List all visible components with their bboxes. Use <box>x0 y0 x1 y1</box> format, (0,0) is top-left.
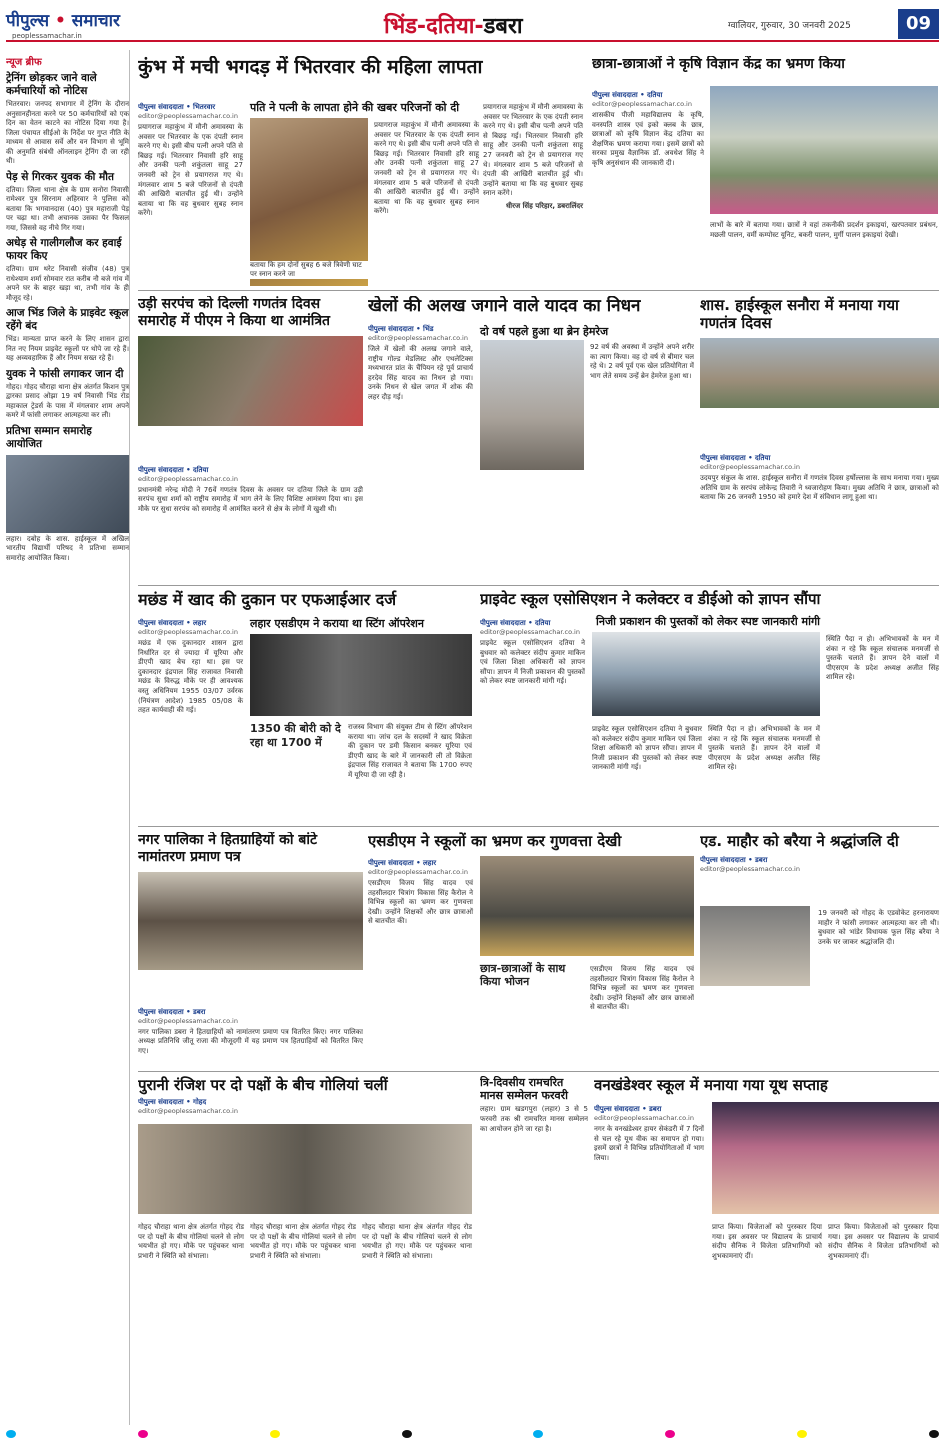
byline: पीपुल्स संवाददाता • दतिया <box>700 454 771 462</box>
brief-headline: युवक ने फांसी लगाकर जान दी <box>6 367 124 380</box>
story-body-col3: प्राप्त किया। विजेताओं को पुरस्कार दिया गया। इस अवसर पर विद्यालय के प्राचार्य संदीप सैनिक ने विजेता प्रतिभागियों को शुभकामनाएं दीं। <box>828 1223 939 1260</box>
story-headline: उड़ी सरपंच को दिल्ली गणतंत्र दिवस समारोह में पीएम ने किया था आमंत्रित <box>138 296 331 329</box>
divider <box>138 290 939 291</box>
email: editor@peoplessamachar.co.in <box>138 1016 238 1025</box>
story-body: 19 जनवरी को गोहद के एडवोकेट हरनारायण माहौर ने फांसी लगाकर आत्महत्या कर ली थी। बुधवार को भांडेर विधायक फूल सिंह बरैया ने उनके घर जाकर श्रद्धांजलि दी। <box>818 909 939 946</box>
email: editor@peoplessamachar.co.in <box>594 1114 694 1122</box>
story-body-col3: एसडीएम विजय सिंह यादव एवं तहसीलदार चित्रांग विकास सिंह कैरोल ने विभिन्न स्कूलों का भ्रमण कर गुणवत्ता देखी। उन्होंने शिक्षकों और छात्र छात्राओं से बातचीत की। <box>590 965 694 1012</box>
page-number: 09 <box>898 9 939 39</box>
story-body: जिले में खेलों की अलख जगाने वाले, राष्ट्रीय गोल्ड मेडलिस्ट और एथलेटिक्स मध्यभारत प्रांत के चैंपियन रहे पूर्व प्राचार्य हरदेव सिंह यादव का निधन हो गया। उनके निधन से खेल जगत में शोक की लहर दौड़ गई। <box>368 345 473 401</box>
email: editor@peoplessamachar.co.in <box>592 100 692 108</box>
story-body-col2: प्रयागराज महाकुंभ में मौनी अमावस्या के अवसर पर भितरवार के एक दंपती स्नान करने गए थे। इसी बीच पत्नी अपने पति से बिछड़ गई। भितरवार निवासी हरि साहू और उनकी पत्नी शकुंतला साहू 27 जनवरी को ट्रेन से प्रयागराज गए थे। मंगलवार शाम 5 बजे परिजनों से दंपती की आखिरी बातचीत हुई थी। उन्होंने बताया था कि वह बुधवार सुबह स्नान करेंगे। <box>374 121 479 216</box>
cyan-dot <box>6 1430 16 1438</box>
email: editor@peoplessamachar.co.in <box>138 628 238 636</box>
story-youth-week <box>594 1076 939 1426</box>
story-headline: नगर पालिका ने हितग्राहियों को बांटे नामांतरण प्रमाण पत्र <box>138 832 318 865</box>
delegation-photo <box>592 632 820 716</box>
incident-photo <box>138 1124 472 1214</box>
yellow-dot <box>270 1430 280 1438</box>
story-headline: कुंभ में मची भगदड़ में भितरवार की महिला लापता <box>138 56 483 78</box>
story-kumbh-missing-woman <box>138 56 584 286</box>
story-ramcharit-manas <box>480 1076 588 1426</box>
brief-item <box>6 237 129 303</box>
masthead <box>6 6 939 42</box>
story-body: मछंड में एक दुकानदार शासन द्वारा निर्धारित दर से ज्यादा में यूरिया और डीएपी खाद बेच रहा था। इस पर दुकानदार इंद्रपाल सिंह राजावत निवासी मछंड के विरुद्ध मौके पर ही आवश्यक वस्तु अधिनियम 1955 03/07 उर्वरक (नियंत्रण आदेश) 1985 05/08 के तहत कार्यवाही की गई। <box>138 639 243 715</box>
black-dot <box>402 1430 412 1438</box>
story-body-col2: गोहद चौराहा थाना क्षेत्र अंतर्गत गोहद रोड पर दो पक्षों के बीच गोलियां चलने से लोग भयभीत हो गए। मौके पर पहुंचकर थाना प्रभारी ने स्थिति को संभाला। <box>250 1223 356 1260</box>
story-gunfire-dispute <box>138 1076 472 1426</box>
story-body-col2: प्राप्त किया। विजेताओं को पुरस्कार दिया गया। इस अवसर पर विद्यालय के प्राचार्य संदीप सैनिक ने विजेता प्रतिभागियों को शुभकामनाएं दीं। <box>712 1223 822 1260</box>
story-subhead: लहार एसडीएम ने कराया था स्टिंग ऑपरेशन <box>250 617 424 630</box>
story-body-col3: स्थिति पैदा न हो। अभिभावकों के मन में शंका न रहे कि स्कूल संचालक मनमर्जी से पुस्तकें चलाते हैं। ज्ञापन देने वालों में पीएसएम के प्रदेश अध्यक्ष अजीत सिंह शामिल रहे। <box>708 725 820 772</box>
yellow-dot <box>797 1430 807 1438</box>
story-body-col2: लाभों के बारे में बताया गया। छात्रों ने वहां तकनीकी प्रदर्शन इकाइयां, खरपतवार प्रबंधन, मछली पालन, वर्मी कम्पोस्ट यूनिट, बकरी पालन, मुर्गी पालन इकाइयां देखी। <box>710 221 938 239</box>
certificate-distribution-photo <box>138 872 363 970</box>
story-yadav-obituary <box>368 296 694 581</box>
story-body: उदयपुर संकुल के शास. हाईस्कूल सनौरा में गणतंत्र दिवस हर्षोल्लास के साथ मनाया गया। मुख्य अतिथि ग्राम के सरपंच लोकेन्द्र तिवारी ने ध्वजारोहण किया। मुख्य अतिथि ने छात्र, छात्राओं को बताया कि 26 जनवरी 1950 को हमारे देश में संविधान लागू हुआ था। <box>700 474 939 502</box>
email: editor@peoplessamachar.co.in <box>700 865 800 873</box>
magenta-dot <box>138 1430 148 1438</box>
email: editor@peoplessamachar.co.in <box>138 112 238 120</box>
brief-body: भिंड। मान्यता प्राप्त करने के लिए शासन द्वारा नित नए नियम प्राइवेट स्कूलों पर थोपे जा रहे हैं। यह अव्यवहारिक हैं और नियम सख्त रहे हैं। <box>6 335 129 362</box>
magenta-dot <box>665 1430 675 1438</box>
callout-quote: 1350 की बोरी को दे रहा था 1700 में <box>250 722 341 749</box>
brief-headline: पेड़ से गिरकर युवक की मौत <box>6 170 114 183</box>
story-headline: एसडीएम ने स्कूलों का भ्रमण कर गुणवत्ता देखी <box>368 832 622 850</box>
story-headline: छात्रा-छात्राओं ने कृषि विज्ञान केंद्र का भ्रमण किया <box>592 56 845 72</box>
email: editor@peoplessamachar.co.in <box>138 1107 238 1115</box>
story-body: प्रधानमंत्री नरेन्द्र मोदी ने 76वें गणतंत्र दिवस के अवसर पर दतिया जिले के ग्राम उड़ी सरपंच सुधा शर्मा को राष्ट्रीय समारोह में भाग लेने के लिए विशिष्ट आमंत्रण दिया था। इस मौके पर सुधा सरपंच को समारोह में आमंत्रित करने से क्षेत्र के लोगों में खुशी थी। <box>138 485 363 513</box>
story-fertilizer-fir <box>138 590 472 822</box>
story-body-col3: प्रयागराज महाकुंभ में मौनी अमावस्या के अवसर पर भितरवार के एक दंपती स्नान करने गए थे। इसी बीच पत्नी अपने पति से बिछड़ गई। भितरवार निवासी हरि साहू और उनकी पत्नी शकुंतला साहू 27 जनवरी को ट्रेन से प्रयागराज गए थे। मंगलवार शाम 5 बजे परिजनों से दंपती की आखिरी बातचीत हुई थी। उन्होंने बताया था कि वह बुधवार सुबह स्नान करेंगे। <box>483 103 583 198</box>
byline: पीपुल्स संवाददाता • भितरवार <box>138 103 216 111</box>
story-private-school-memo <box>480 590 939 822</box>
email: editor@peoplessamachar.co.in <box>138 474 238 483</box>
story-body: नगर के वनखंडेश्वर हायर सेकंडरी में 7 दिनों से चल रहे यूथ वीक का समापन हो गया। इसमें छात्रों ने विभिन्न प्रतियोगिताओं में भाग लिया। <box>594 1125 704 1162</box>
brief-headline: आज भिंड जिले के प्राइवेट स्कूल रहेंगे बंद <box>6 307 129 332</box>
divider <box>138 826 939 827</box>
story-body: शासकीय पीजी महाविद्यालय के कृषि, वनस्पति शास्त्र एवं इको क्लब के छात्र, छात्राओं को कृषि विज्ञान केंद्र दतिया का शैक्षणिक भ्रमण कराया गया। इसमें छात्रों को सरका प्रमुख वैज्ञानिक डॉ. अवधेश सिंह ने कृषि अनुसंधान की जानकारी दी। <box>592 111 704 167</box>
event-photo <box>6 455 129 533</box>
story-body-col2: राजस्व विभाग की संयुक्त टीम से स्टिंग ऑपरेशन कराया था। जांच दल के सदस्यों ने खाद विक्रेता की दुकान पर डमी किसान बनकर यूरिया एवं डीएपी खाद के बारे में जानकारी ली तो विक्रेता इंद्रपाल सिंह राजावत ने बताया कि 1700 रुपए में यूरिया दी जा रही है। <box>348 723 472 779</box>
brief-headline: प्रतिभा सम्मान समारोह आयोजित <box>6 424 92 450</box>
shop-raid-photo <box>250 634 472 716</box>
divider <box>138 585 939 586</box>
award-photo <box>138 336 363 426</box>
story-headline: पुरानी रंजिश पर दो पक्षों के बीच गोलियां चलीं <box>138 1076 388 1094</box>
byline: पीपुल्स संवाददाता • गोहद <box>138 1098 207 1106</box>
newspaper-logo: पीपुल्स • समाचार <box>6 11 120 31</box>
byline: पीपुल्स संवाददाता • डबरा <box>138 1007 206 1016</box>
story-headline: मछंड में खाद की दुकान पर एफआईआर दर्ज <box>138 590 397 609</box>
brief-body: लहार। दबोह के शास. हाईस्कूल में अखिल भारतीय विद्यार्थी परिषद ने प्रतिभा सम्मान समारोह आयोजित किया। <box>6 534 129 562</box>
email: editor@peoplessamachar.co.in <box>700 463 800 471</box>
story-subhead: पति ने पत्नी के लापता होने की खबर परिजनों को दी <box>250 101 460 114</box>
brief-item <box>6 425 129 564</box>
story-headline: एड. माहौर को बरैया ने श्रद्धांजलि दी <box>700 832 899 850</box>
byline: पीपुल्स संवाददाता • दतिया <box>592 91 663 99</box>
story-sdm-school-inspection <box>368 832 694 1067</box>
byline: पीपुल्स संवाददाता • दतिया <box>138 465 209 474</box>
story-subhead: दो वर्ष पहले हुआ था ब्रेन हेमरेज <box>480 325 609 338</box>
story-body: नगर पालिका डबरा ने हितग्राहियों को नामांतरण प्रमाण पत्र वितरित किए। नगर पालिका अध्यक्ष प्रतिनिधि जीतू राजा की मौजूदगी में यह प्रमाण पत्र हितग्राहियों को वितरित किए गए। <box>138 1027 363 1055</box>
brief-body: गोहद। गोहद चौराहा थाना क्षेत्र अंतर्गत किशन पुत्र द्वारका प्रसाद ओझा 19 वर्ष निवासी भिंड रोड महाकाल ट्रेडर्स के पास में मंगलवार शाम अपने कमरे में फांसी लगाकर आत्महत्या कर ली। <box>6 382 129 419</box>
black-dot <box>929 1430 939 1438</box>
news-brief-column <box>6 50 130 1425</box>
email: editor@peoplessamachar.co.in <box>368 334 468 342</box>
classroom-photo <box>480 856 694 956</box>
byline: पीपुल्स संवाददाता • डबरा <box>594 1105 662 1113</box>
brief-body: दतिया। जिला थाना क्षेत्र के ग्राम सनोरा निवासी रामेश्वर पुत्र सिरनाम अहिरवार ने पुलिस को बताया कि भगवानदास (40) पुत्र महाराजी पेड़ पर चढ़ा था। तभी अचानक उसका पैर फिसल गया, जिससे वह नीचे गिर गया। <box>6 185 129 232</box>
byline: पीपुल्स संवाददाता • डबरा <box>700 856 768 864</box>
story-mutation-certificates <box>138 832 363 1067</box>
cyan-dot <box>533 1430 543 1438</box>
brief-headline: ट्रेनिंग छोड़कर जाने वाले कर्मचारियों को नोटिस <box>6 72 97 97</box>
brief-item <box>6 368 129 421</box>
story-body: गोहद चौराहा थाना क्षेत्र अंतर्गत गोहद रोड पर दो पक्षों के बीच गोलियां चलने से लोग भयभीत हो गए। मौके पर पहुंचकर थाना प्रभारी ने स्थिति को संभाला। <box>138 1223 244 1260</box>
email: editor@peoplessamachar.co.in <box>368 868 468 876</box>
brief-item <box>6 72 129 167</box>
brief-headline: अधेड़ से गालीगलौज कर हवाई फायर किए <box>6 237 122 262</box>
divider <box>138 1071 939 1072</box>
portrait-photo <box>480 340 584 470</box>
story-krishi-vigyan-visit <box>592 56 939 286</box>
brief-body: दतिया। ग्राम थरेट निवासी संजीव (48) पुत्र राधेश्याम शर्मा सोमवार रात करीब नौ बजे गांव में अपने घर के बाहर खड़ा था, तभी गांव के ही मौजूद रहे। <box>6 265 129 302</box>
students-group-photo <box>710 86 938 214</box>
print-color-registration <box>6 1430 939 1438</box>
brief-body: भितरवार। जनपद सभागार में ट्रेनिंग के दौरान अनुसानहीनता करने पर 50 कर्मचारियों को एक दिन का वेतन काटने का नोटिस दिया गया है। जिला पंचायत सीईओ के निर्देश पर गुप्त नीति के माध्यम से आवास सर्वे और वन विभाग से भूमि की अनुमति संबंधी ऑनलाइन ट्रेनिंग दी जा रही थी। <box>6 100 129 165</box>
story-body: प्राइवेट स्कूल एसोसिएशन दतिया ने बुधवार को कलेक्टर संदीप कुमार माकिन एवं जिला शिक्षा अधिकारी को ज्ञापन सौंपा। ज्ञापन में निजी प्रकाशन की पुस्तकों को लेकर स्पष्ट जानकारी मांगी गई। <box>480 639 585 686</box>
byline: पीपुल्स संवाददाता • लहार <box>138 619 207 627</box>
story-body-col3: गोहद चौराहा थाना क्षेत्र अंतर्गत गोहद रोड पर दो पक्षों के बीच गोलियां चलने से लोग भयभीत हो गए। मौके पर पहुंचकर थाना प्रभारी ने स्थिति को संभाला। <box>362 1223 472 1260</box>
photo-caption: बताया कि हम दोनों सुबह 6 बजे त्रिवेणी घाट पर स्नान करने जा <box>250 261 368 279</box>
story-body: एसडीएम विजय सिंह यादव एवं तहसीलदार चित्रांग विकास सिंह कैरोल ने विभिन्न स्कूलों का भ्रमण कर गुणवत्ता देखी। उन्होंने शिक्षकों और छात्र छात्राओं से बातचीत की। <box>368 879 473 926</box>
story-body-col4: स्थिति पैदा न हो। अभिभावकों के मन में शंका न रहे कि स्कूल संचालक मनमर्जी से पुस्तकें चलाते हैं। ज्ञापन देने वालों में पीएसएम के प्रदेश अध्यक्ष अजीत सिंह शामिल रहे। <box>826 635 939 682</box>
story-body-col2: प्राइवेट स्कूल एसोसिएशन दतिया ने बुधवार को कलेक्टर संदीप कुमार माकिन एवं जिला शिक्षा अधिकारी को ज्ञापन सौंपा। ज्ञापन में निजी प्रकाशन की पुस्तकों को लेकर स्पष्ट जानकारी मांगी गई। <box>592 725 702 772</box>
story-headline: प्राइवेट स्कूल एसोसिएशन ने कलेक्टर व डीईओ को ज्ञापन सौंपा <box>480 590 821 608</box>
edition-title: भिंड-दतिया-डबरा <box>384 14 523 39</box>
story-sanora-republic-day <box>700 296 939 581</box>
brief-item <box>6 307 129 364</box>
brief-item <box>6 171 129 234</box>
youth-week-photo <box>712 1102 939 1214</box>
tribute-photo <box>700 906 810 986</box>
site-url: peoplessamachar.in <box>12 32 82 40</box>
section-title: न्यूज ब्रीफ <box>6 57 42 68</box>
dateline: ग्वालियर, गुरुवार, 30 जनवरी 2025 <box>728 21 851 31</box>
story-subhead: निजी प्रकाशन की पुस्तकों को लेकर स्पष्ट जानकारी मांगी <box>596 615 821 628</box>
story-headline: वनखंडेश्वर स्कूल में मनाया गया यूथ सप्ताह <box>594 1076 828 1094</box>
school-photo <box>700 338 939 408</box>
story-body: लहार। ग्राम खडगपुरा (लहार) 3 से 5 फरवरी तक श्री रामचरित मानस सम्मेलन का आयोजन होने जा रहा है। <box>480 1105 588 1133</box>
byline: पीपुल्स संवाददाता • लहार <box>368 859 437 867</box>
story-subhead: छात्र-छात्राओं के साथ किया भोजन <box>480 962 566 988</box>
story-headline: खेलों की अलख जगाने वाले यादव का निधन <box>368 296 641 316</box>
story-headline: त्रि-दिवसीय रामचरित मानस सम्मेलन फरवरी <box>480 1076 568 1103</box>
email: editor@peoplessamachar.co.in <box>480 628 580 636</box>
byline: पीपुल्स संवाददाता • दतिया <box>480 619 551 627</box>
story-body-col3: 92 वर्ष की अवस्था में उन्होंने अपने शरीर का त्याग किया। वह दो वर्ष से बीमार चल रहे थे। 2 वर्ष पूर्व एक खेल प्रतियोगिता में भाग लेते समय उन्हें ब्रेन हेमरेज हुआ था। <box>590 343 694 380</box>
story-body: प्रयागराज महाकुंभ में मौनी अमावस्या के अवसर पर भितरवार के एक दंपती स्नान करने गए थे। इसी बीच पत्नी अपने पति से बिछड़ गई। भितरवार निवासी हरि साहू और उनकी पत्नी शकुंतला साहू 27 जनवरी को ट्रेन से प्रयागराज गए थे। मंगलवार शाम 5 बजे परिजनों से दंपती की आखिरी बातचीत हुई थी। उन्होंने बताया था कि वह बुधवार सुबह स्नान करेंगे। <box>138 123 243 218</box>
byline: पीपुल्स संवाददाता • भिंड <box>368 325 434 333</box>
story-headline: शास. हाईस्कूल सनौरा में मनाया गया गणतंत्र दिवस <box>700 296 899 332</box>
reporter-signature: धीरज सिंह परिहार, डबरालिंदर <box>505 201 583 210</box>
story-sarpanch-invite <box>138 296 363 581</box>
story-maahor-tribute <box>700 832 939 1067</box>
